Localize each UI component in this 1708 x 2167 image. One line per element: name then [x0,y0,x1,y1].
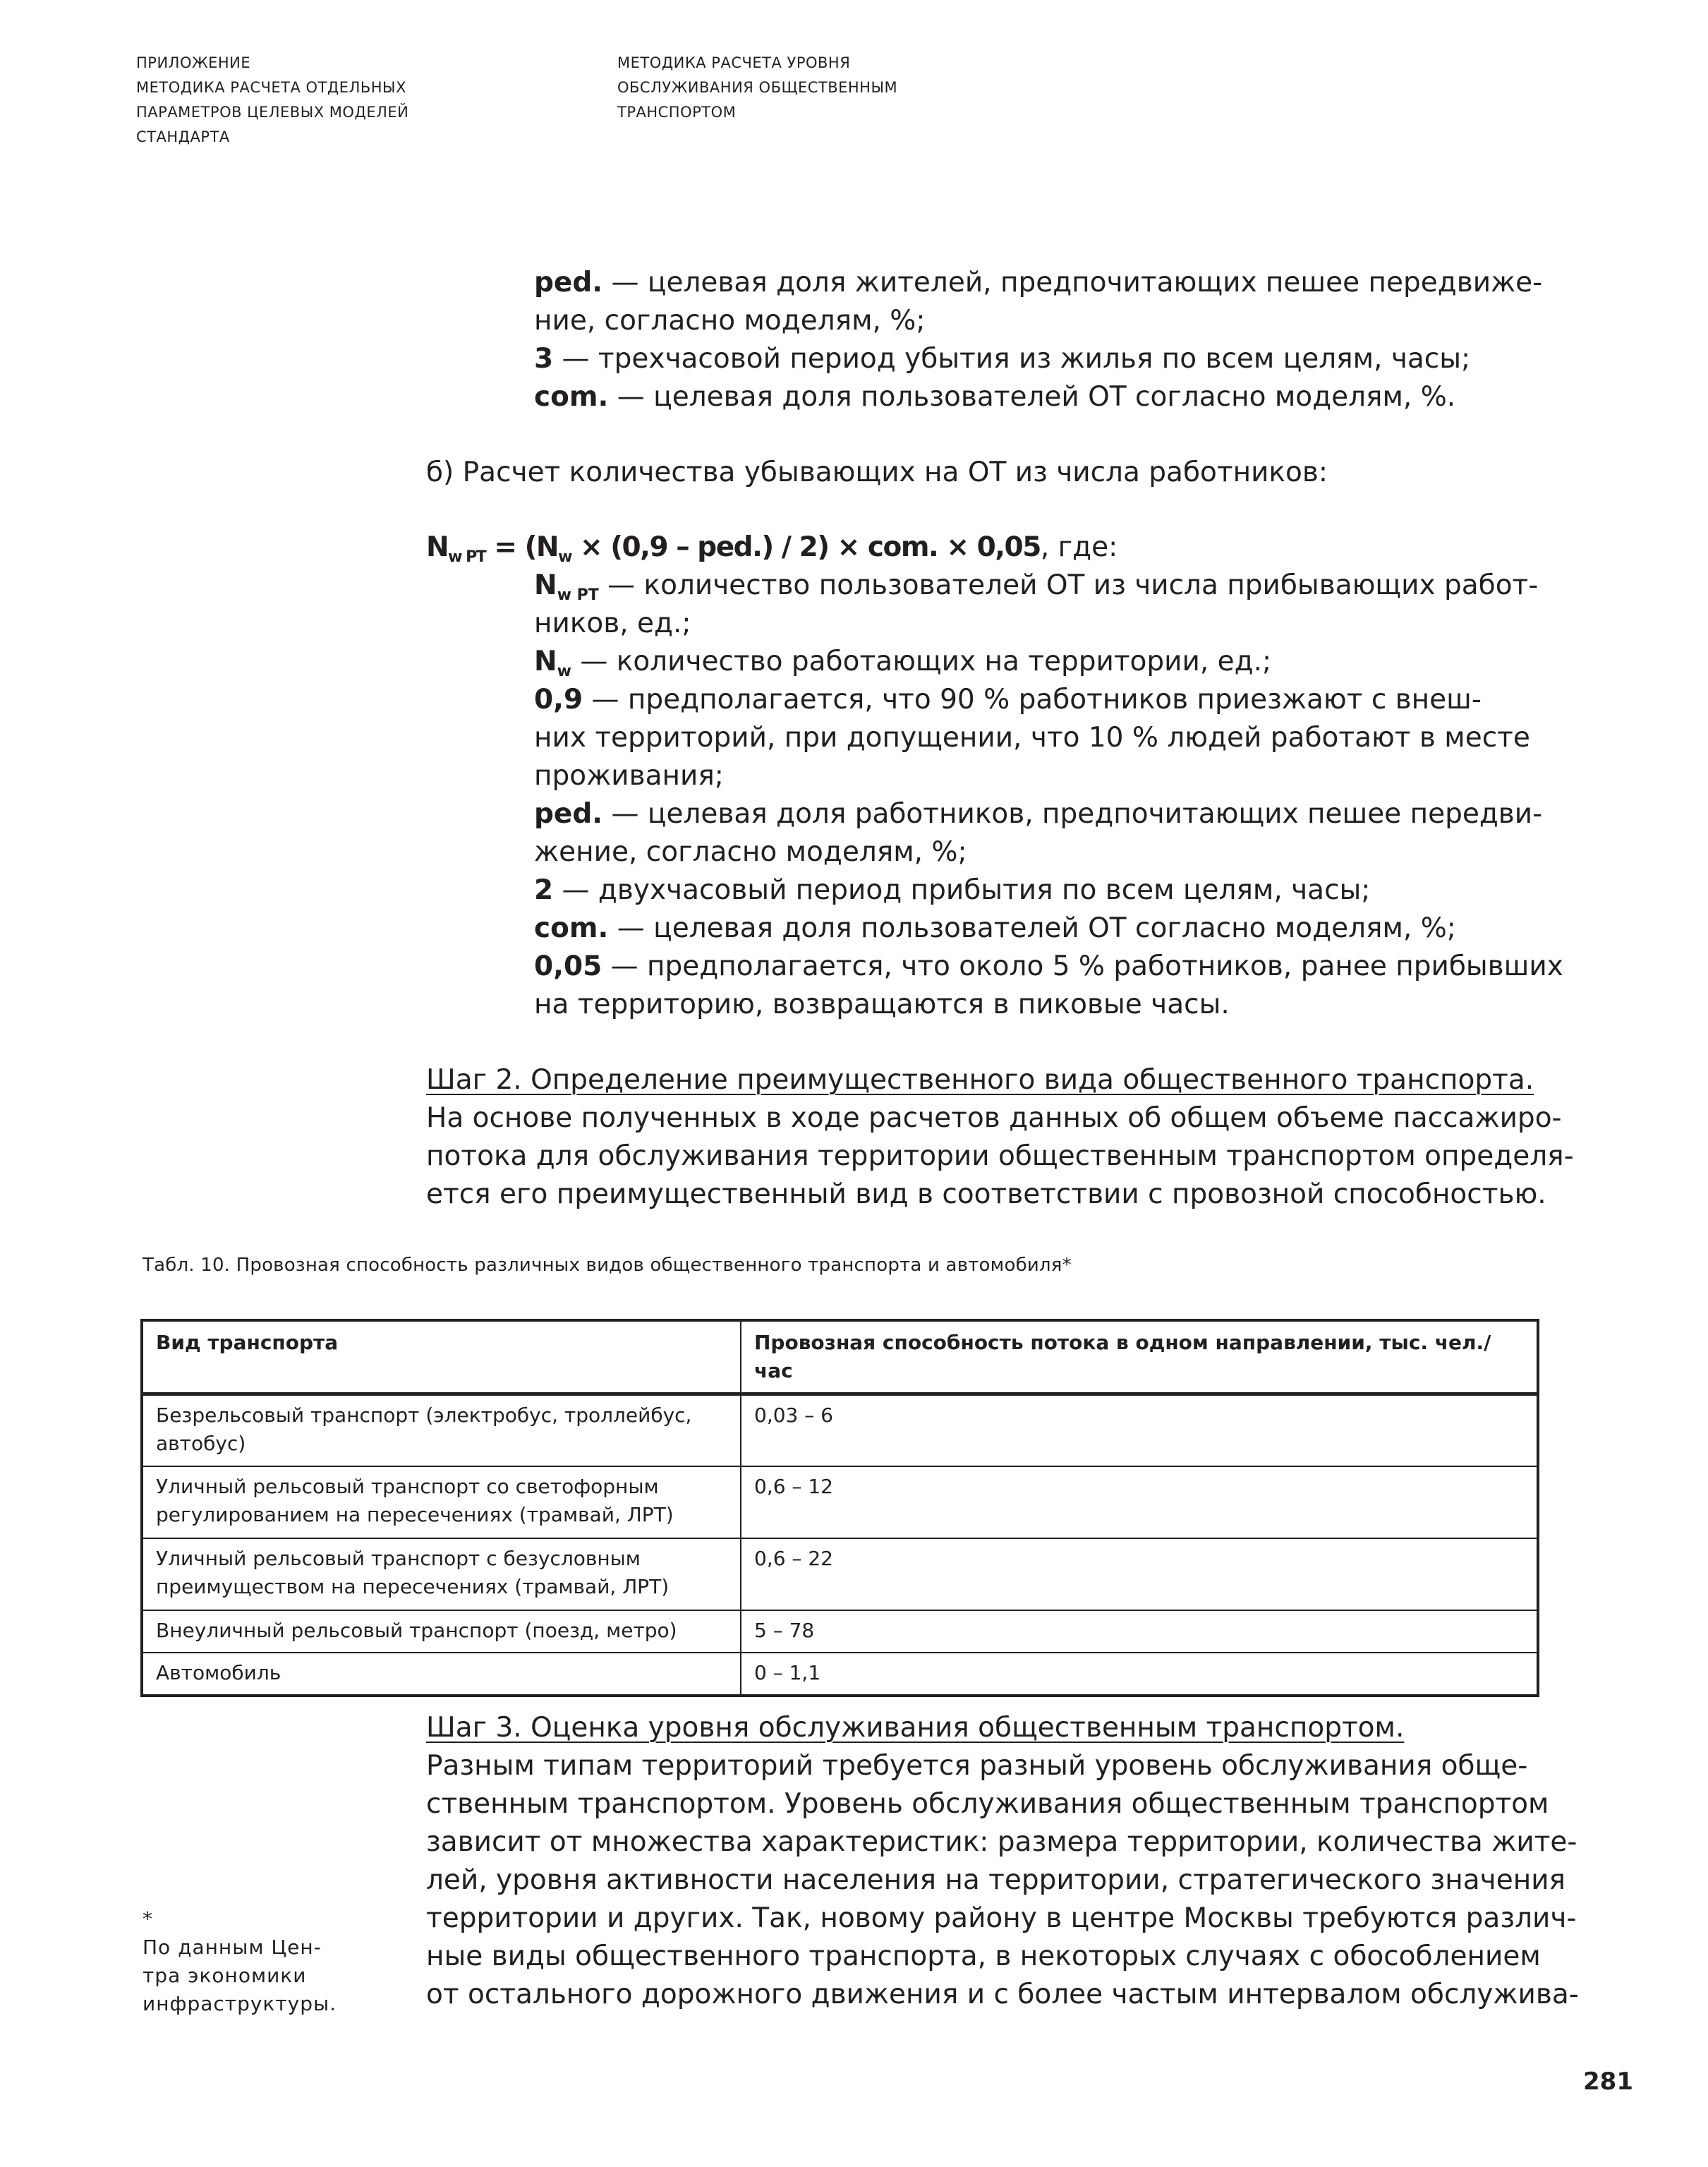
header-line: СТАНДАРТА [136,128,230,145]
definition-09: 0,9 — предполагается, что 90 % работников приезжают с внеш- [534,684,1482,716]
running-header-right [617,51,897,125]
table-row [143,1653,1537,1695]
header-line: ТРАНСПОРТОМ [617,104,737,121]
page-number: 281 [1583,2068,1633,2096]
cell-transport-type: Уличный рельсовый транспорт со светофорным регулированием на пересечениях (трамвай, ЛРТ) [143,1466,741,1538]
footnote: * По данным Цен- тра экономики инфраструктуры. [143,1905,337,2018]
header-line: ОБСЛУЖИВАНИЯ ОБЩЕСТВЕННЫМ [617,79,898,96]
cell-capacity: 5 – 78 [741,1610,1537,1653]
cell-capacity: 0,6 – 22 [741,1538,1537,1610]
section-b-heading: б) Расчет количества убывающих на ОТ из числа работников: [426,457,1328,488]
definition-nwpt: $N_{w PT}$ — количество пользователей ОТ из числа прибывающих работ- [534,569,1539,604]
definition-005: 0,05 — предполагается, что около 5 % работников, ранее прибывших [534,950,1563,982]
table-row [143,1466,1537,1538]
column-header-capacity: Провозная способность потока в одном направлении, тыс. чел./час [741,1321,1537,1394]
cell-transport-type: Внеуличный рельсовый транспорт (поезд, метро) [143,1610,741,1653]
footnote-mark: * [143,1907,153,1931]
header-line: ПАРАМЕТРОВ ЦЕЛЕВЫХ МОДЕЛЕЙ [136,104,409,121]
definition-three: 3 — трехчасовой период убытия из жилья по всем целям, часы; [534,343,1471,375]
table-row [143,1538,1537,1610]
definition-ped: ped. — целевая доля жителей, предпочитающих пешее передвиже- [534,267,1543,298]
cell-capacity: 0,6 – 12 [741,1466,1537,1538]
definition-ped-cont: ние, согласно моделям, %; [534,305,926,337]
definitions-residents [534,264,1542,416]
capacity-table [142,1320,1538,1696]
definitions-workers: $N_{w PT}$ — количество пользователей ОТ из числа прибывающих работ- ников, ед.; $N_w$ — количество работающих на территории, ед.; 0,9 — предполагается, что 90 % работников приезжают с внеш- них территорий, при допущении, что 10 % людей работают в месте проживания; ped. — целевая доля работников, предпочитающих пешее передви- жение, согласно моделям, %; 2 — двухчасовый период прибытия по всем целям, часы; com. — целевая доля пользователей ОТ согласно моделям, %; 0,05 — предполагается, что около 5 % работников, ранее прибывших на территорию, возвращаются в пиковые часы. [534,567,1563,1024]
table-header-row [143,1321,1537,1394]
formula: $N_{w PT} = (N_w \times (0,9 - ped.) / 2)$ × com. × 0,05, где: [426,531,1118,566]
cell-capacity: 0,03 – 6 [741,1394,1537,1466]
header-line: ПРИЛОЖЕНИЕ [136,54,251,71]
step-2: Шаг 2. Определение преимущественного вида общественного транспорта. На основе полученных в ходе расчетов данных об общем объеме пассажиро- потока для обслуживания территории общественным транспортом определя- ется его преимущественный вид в соответствии с провозной способностью. [426,1061,1574,1214]
step-2-heading: Шаг 2. Определение преимущественного вида общественного транспорта. [426,1064,1534,1096]
definition-com: com. — целевая доля пользователей ОТ согласно моделям, %. [534,381,1456,413]
definition-ped-workers: ped. — целевая доля работников, предпочитающих пешее передви- [534,798,1543,830]
step-3: Шаг 3. Оценка уровня обслуживания общественным транспортом. Разным типам территорий требуется разный уровень обслуживания обще- ственным транспортом. Уровень обслуживания общественным транспортом зависит от множества характеристик: размера территории, количества жите- лей, уровня активности населения на территории, стратегического значения территории и других. Так, новому району в центре Москвы требуются различ- ные виды общественного транспорта, в некоторых случаях с обособлением от остального дорожного движения и с более частым интервалом обслужива- [426,1709,1579,2014]
column-header-type: Вид транспорта [143,1321,741,1394]
step-3-heading: Шаг 3. Оценка уровня обслуживания общественным транспортом. [426,1712,1405,1744]
definition-nw: $N_w$ — количество работающих на территории, ед.; [534,646,1272,680]
cell-transport-type: Автомобиль [143,1653,741,1695]
definition-com-workers: com. — целевая доля пользователей ОТ согласно моделям, %; [534,912,1456,944]
running-header-left [136,51,408,150]
table-caption: Табл. 10. Провозная способность различных видов общественного транспорта и автомобиля* [143,1255,1072,1276]
definition-two: 2 — двухчасовый период прибытия по всем целям, часы; [534,874,1371,906]
cell-capacity: 0 – 1,1 [741,1653,1537,1695]
cell-transport-type: Безрельсовый транспорт (электробус, троллейбус, автобус) [143,1394,741,1466]
table-row [143,1610,1537,1653]
cell-transport-type: Уличный рельсовый транспорт с безусловным преимуществом на пересечениях (трамвай, ЛРТ) [143,1538,741,1610]
header-line: МЕТОДИКА РАСЧЕТА УРОВНЯ [617,54,851,71]
header-line: МЕТОДИКА РАСЧЕТА ОТДЕЛЬНЫХ [136,79,406,96]
table-row [143,1394,1537,1466]
